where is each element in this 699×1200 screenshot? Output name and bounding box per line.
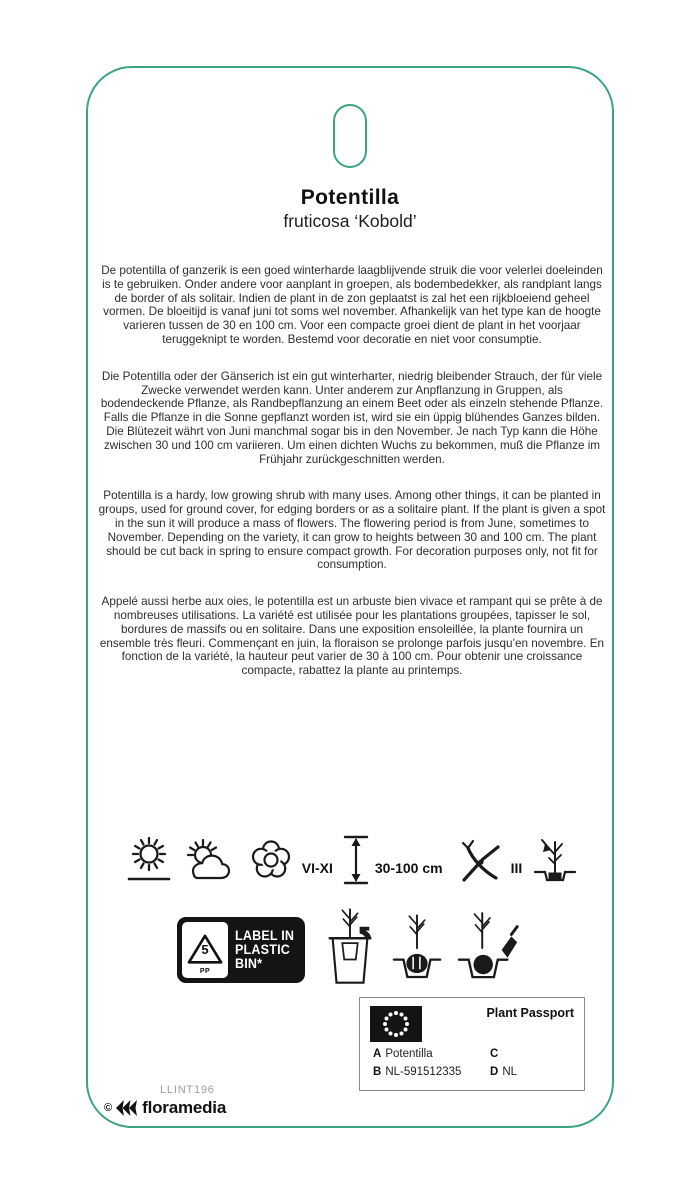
passport-key-b: B bbox=[373, 1066, 382, 1078]
brand-name: floramedia bbox=[142, 1098, 227, 1117]
passport-key-d: D bbox=[490, 1066, 499, 1078]
description-block bbox=[98, 264, 606, 678]
label-card bbox=[86, 66, 614, 1128]
planting-twig-icon bbox=[532, 833, 578, 887]
plastic-bin-badge bbox=[177, 917, 305, 983]
description-german: Die Potentilla oder der Gänserich ist ein gut winterharter, niedrig bleibender Strauch, der für viele Zwecke verwendet werden kann. Unter anderem zur Anpflanzung in Gruppen, als bodendeckende Pflanze, als Randbepflanzung an einem Beet oder als einzeln stehende Pflanze. Falls die Pflanze in die Sonne gepflanzt worden ist, wird sie ein üppig blühendes Ganzes bilden. Die Blütezeit währt von Juni manchmal sogar bis in den November. Je nach Typ kann die Höhe zwischen 30 und 100 cm variieren. Um einen dichten Wuchs zu bekommen, muß die Pflanze im Frühjahr zurückgeschnitten werden. bbox=[100, 369, 604, 466]
passport-value-a: Potentilla bbox=[385, 1048, 433, 1060]
plant-passport-box bbox=[359, 997, 585, 1091]
root-ball-in-hole-icon bbox=[390, 910, 444, 990]
partial-shade-icon bbox=[184, 834, 234, 886]
plastic-bin-line2: PLASTIC bbox=[235, 941, 291, 957]
description-french: Appelé aussi herbe aux oies, le potentilla est un arbuste bien vivace et rampant qui se prête à de nombreuses utilisations. La variété est utilisée pour les plantations groupées, tapisser le sol, bordures de massifs ou en solitaire. Dans une exposition ensoleillée, la plante fournira un ensemble très fleuri. Commençant en juin, la floraison se prolonge parfois jusqu’en novembre. En fonction de la variété, la hauteur peut varier de 30 à 100 cm. Pour obtenir une croissance compacte, rabattez la plante au printemps. bbox=[99, 595, 605, 678]
description-dutch: De potentilla of ganzerik is een goed winterharde laagblijvende struik die voor velerlei doeleinden is te gebruiken. Onder andere voor aanplant in groepen, als bodembedekker, als randplant langs de border of als solitair. Indien de plant in de zon geplaatst is zal het een rijkbloeiend geheel vormen. De bloeitijd is vanaf juni tot soms wel november. Afhankelijk van het type kan de hoogte varieren tussen de 30 en 100 cm. Voor een compacte groei dient de plant in het voorjaar teruggeknipt te worden. Bestemd voor decoratie en niet voor consumptie. bbox=[101, 264, 603, 346]
plant-genus-title: Potentilla bbox=[300, 186, 400, 209]
full-sun-icon bbox=[126, 834, 172, 886]
care-icon-row bbox=[88, 824, 616, 896]
copyright-icon: © bbox=[104, 1102, 113, 1114]
description-english: Potentilla is a hardy, low growing shrub with many uses. Among other things, it can be planted in groups, used for ground cover, for edging borders or as a solitaire plant. If the plant is given a spot in the sun it will produce a mass of flowers. The flowering period is from June, sometimes to November. Depending on the variety, it can grow to heights between 30 and 100 cm. The plant should be cut back in spring to ensure compact growth. For decoration purposes only, not fit for consumption. bbox=[98, 489, 606, 572]
passport-value-b: NL-591512335 bbox=[385, 1066, 462, 1078]
passport-key-a: A bbox=[373, 1048, 382, 1060]
print-code: LLINT196 bbox=[160, 1084, 215, 1096]
passport-value-d: NL bbox=[502, 1066, 518, 1078]
plastic-bin-line3: BIN* bbox=[235, 956, 263, 972]
passport-title: Plant Passport bbox=[486, 1006, 574, 1020]
passport-field-b bbox=[373, 1066, 490, 1078]
passport-fields bbox=[373, 1048, 576, 1078]
passport-field-a bbox=[373, 1048, 490, 1060]
passport-field-d bbox=[490, 1066, 576, 1078]
plant-species-subtitle: fruticosa ‘Kobold’ bbox=[283, 211, 417, 231]
flowering-months-label: VI-XI bbox=[301, 860, 333, 876]
passport-key-c: C bbox=[490, 1048, 499, 1060]
eu-flag-icon bbox=[370, 1006, 422, 1042]
flower-icon bbox=[246, 834, 296, 886]
passport-field-c bbox=[490, 1048, 576, 1060]
soak-in-bucket-icon bbox=[323, 902, 377, 990]
plastic-bin-text bbox=[235, 929, 294, 971]
pruning-month-label: III bbox=[510, 860, 523, 876]
recycling-code: 5 bbox=[201, 942, 209, 957]
height-range-label: 30-100 cm bbox=[374, 860, 443, 876]
pruning-shears-icon bbox=[455, 834, 505, 886]
plastic-bin-line1: LABEL IN bbox=[235, 927, 295, 943]
height-icon bbox=[343, 832, 369, 888]
leaves-icon bbox=[115, 1099, 139, 1117]
recycling-material: PP bbox=[199, 968, 211, 975]
recycling-panel bbox=[182, 922, 228, 978]
hanging-hole-cutout bbox=[333, 104, 367, 168]
plant-with-trowel-icon bbox=[457, 908, 523, 990]
floramedia-logo bbox=[104, 1098, 226, 1118]
planting-steps-row bbox=[323, 898, 523, 990]
